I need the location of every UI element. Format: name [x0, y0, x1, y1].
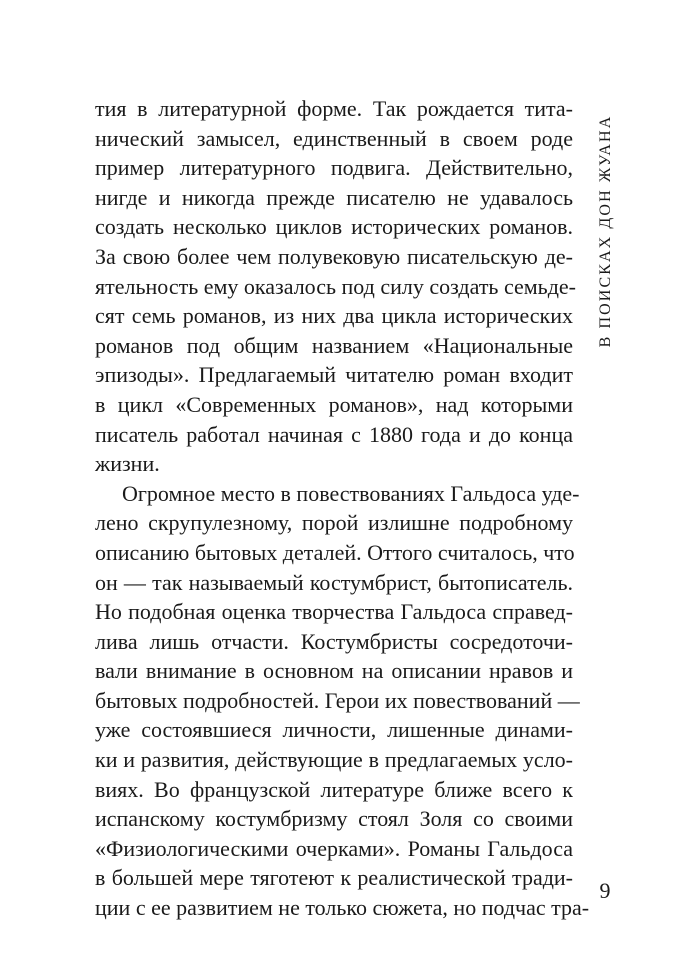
text-line: в большей мере тяготеют к реалистической тради- [95, 865, 573, 891]
text-line: создать несколько циклов исторических романов. [95, 214, 573, 240]
text-line: эпизоды». Предлагаемый читателю роман входит [95, 362, 573, 388]
text-line: ятельность ему оказалось под силу создать семьде- [95, 273, 577, 299]
text-line: писатель работал начиная с 1880 года и до конца [95, 421, 573, 447]
text-line: в цикл «Современных романов», над которыми [95, 391, 573, 417]
text-line: лива лишь отчасти. Костумбристы сосредоточи- [95, 628, 573, 654]
text-line: Но подобная оценка творчества Гальдоса справед- [95, 599, 573, 625]
running-head [593, 100, 619, 362]
text-line: бытовых подробностей. Герои их повествований — [95, 687, 580, 713]
page-number: 9 [599, 878, 611, 903]
text-line: он — так называемый костумбрист, бытописатель. [95, 569, 573, 595]
text-line: описанию бытовых деталей. Оттого считалось, что [95, 539, 575, 565]
text-line: уже состоявшиеся личности, лишенные динами- [95, 717, 573, 743]
text-line: «Физиологическими очерками». Романы Гальдоса [95, 835, 573, 861]
text-line: тия в литературной форме. Так рождается тита- [95, 96, 573, 121]
text-line: лено скрупулезному, порой излишне подробному [95, 510, 573, 536]
text-line: нигде и никогда прежде писателю не удавалось [95, 184, 573, 210]
text-line: сят семь романов, из них два цикла исторических [95, 303, 573, 329]
paragraph-1 [95, 94, 577, 479]
text-line: ки и развития, действующие в предлагаемых усло- [95, 747, 573, 773]
text-line: За свою более чем полувековую писательскую де- [95, 243, 573, 269]
text-line: виях. Во французской литературе ближе всего к [95, 776, 573, 802]
body-text [95, 94, 590, 923]
text-line: романов под общим названием «Национальные [95, 332, 573, 358]
text-line: ции с ее развитием не только сюжета, но подчас тра- [95, 895, 590, 921]
text-line: нический замысел, единственный в своем роде [95, 125, 573, 151]
paragraph-2 [95, 479, 590, 923]
text-line: пример литературного подвига. Действительно, [95, 155, 573, 181]
text-line: жизни. [95, 451, 160, 477]
text-line: вали внимание в основном на описании нравов и [95, 658, 573, 684]
text-line: Огромное место в повествованиях Гальдоса уде- [122, 480, 580, 506]
running-head-text: В ПОИСКАХ ДОН ЖУАНА [597, 114, 614, 348]
text-line: испанскому костумбризму стоял Золя со своими [95, 806, 573, 832]
